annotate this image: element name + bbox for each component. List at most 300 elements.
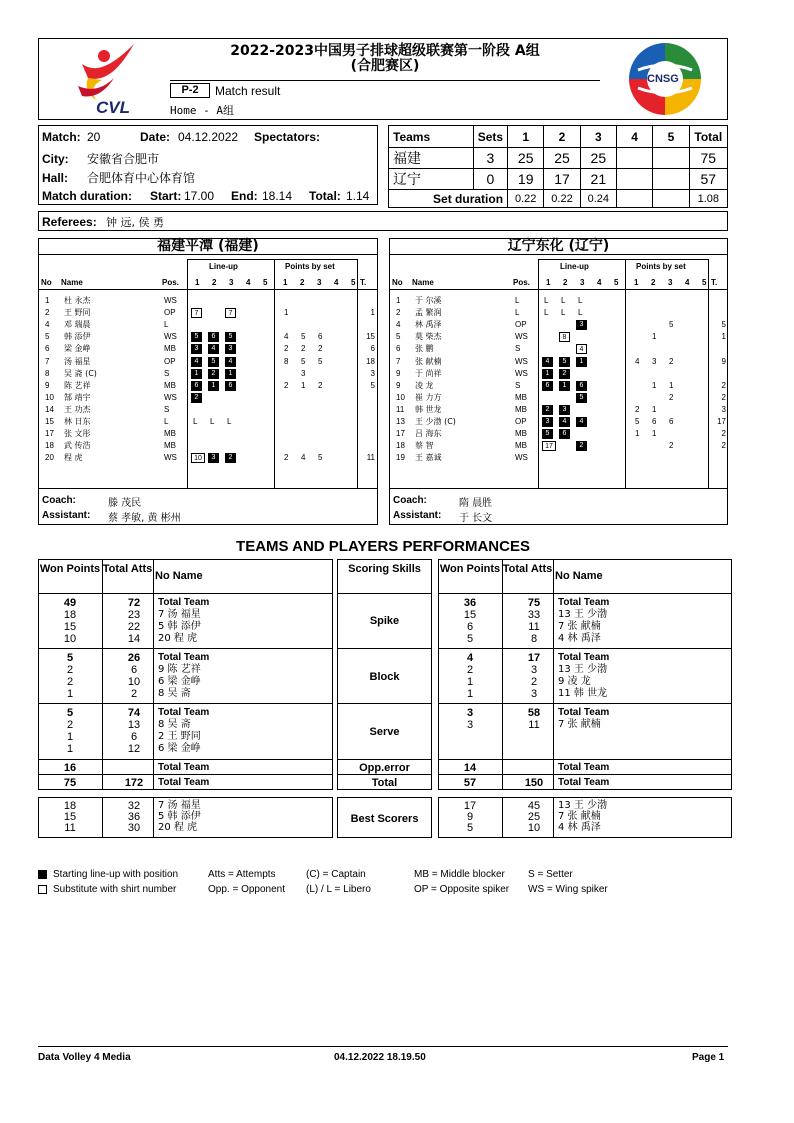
player-name: 王 少渤 (C)	[415, 417, 456, 426]
lineup-position: 2	[576, 441, 587, 451]
lineup-position: 8	[559, 332, 570, 342]
player-name: 于 尚祥	[415, 368, 442, 378]
player-no: 10	[45, 392, 54, 402]
set-points: 3	[652, 356, 657, 366]
set-points: 1	[652, 380, 657, 390]
player-total: 2	[721, 392, 726, 402]
player-pos: MB	[515, 441, 527, 451]
player-name: 林 禹泽	[415, 320, 442, 330]
total-name: Total Team	[158, 777, 210, 788]
won-points: 1	[466, 676, 474, 688]
player-no: 6	[396, 344, 401, 354]
total-atts: 10	[127, 676, 141, 688]
row-rule	[438, 593, 732, 594]
col-total: T.	[360, 278, 367, 287]
lineup-position: 4	[576, 417, 587, 427]
player-name: 武 传浩	[64, 441, 91, 451]
player-name: 5 韩 添伊	[158, 621, 201, 632]
player-pos: WS	[515, 356, 528, 366]
best-won: 15	[63, 811, 77, 823]
legend-s: S = Setter	[528, 869, 573, 880]
lineup-position: 2	[559, 369, 570, 379]
total-won: 57	[463, 777, 477, 789]
lineup-position: 10	[191, 453, 205, 463]
set-points: 2	[669, 392, 674, 402]
lineup-position: 6	[225, 381, 236, 391]
lineup-position: 5	[208, 357, 219, 367]
total-atts: 74	[127, 707, 141, 719]
player-name: 吴 斋 (C)	[64, 368, 97, 378]
date-label: Date:	[140, 130, 171, 144]
legend-libero: (L) / L = Libero	[306, 884, 371, 895]
total-atts: 6	[130, 731, 138, 743]
player-name: 13 王 少渤	[558, 609, 608, 620]
won-points: 36	[463, 597, 477, 609]
player-name: 蔡 智	[415, 441, 434, 451]
set-points: 8	[284, 356, 289, 366]
player-name: 梁 金峥	[64, 344, 91, 354]
legend-starting-square-icon	[38, 870, 47, 879]
won-points: 18	[63, 609, 77, 621]
player-name: 莫 柴杰	[415, 332, 442, 342]
won-points: 3	[466, 707, 474, 719]
best-won: 17	[463, 800, 477, 812]
home-team-name: 福建	[389, 148, 474, 169]
total-name: Total Team	[558, 777, 610, 788]
player-no: 5	[396, 332, 401, 342]
player-pos: MB	[164, 380, 176, 390]
row-rule	[337, 593, 432, 594]
player-no: 7	[45, 356, 50, 366]
best-atts: 10	[527, 822, 541, 834]
lineup-position: 1	[208, 381, 219, 391]
set-duration-label: Set duration	[389, 190, 508, 208]
hdr-set1: 1	[508, 126, 544, 148]
lineup-position: 3	[542, 417, 553, 427]
lineup-position: 2	[208, 369, 219, 379]
player-no: 17	[396, 429, 405, 439]
total-atts: 172	[124, 777, 144, 789]
legend-captain: (C) = Captain	[306, 869, 366, 880]
best-name: 4 林 禹泽	[558, 822, 601, 833]
player-name: 杜 永杰	[64, 296, 91, 305]
player-name: 7 张 献楠	[558, 621, 601, 632]
player-total: 5	[721, 320, 726, 330]
row-rule	[337, 774, 432, 775]
lineup-position: 2	[191, 393, 202, 403]
lineup-col-3: 3	[229, 278, 234, 287]
lineup-position: 6	[208, 332, 219, 342]
assistant-name: 蔡 孝敏, 黄 彬州	[108, 513, 181, 524]
lineup-position: 5	[191, 332, 202, 342]
player-no: 4	[45, 320, 50, 330]
player-pos: OP	[515, 417, 527, 426]
points-header: Points by set	[285, 262, 335, 271]
lineup-position: L	[561, 296, 566, 305]
best-won: 9	[466, 811, 474, 823]
match-date: 04.12.2022	[178, 130, 239, 144]
away-s2: 17	[544, 169, 580, 190]
opp-name: Total Team	[558, 762, 610, 773]
row-rule	[438, 703, 732, 704]
lineup-position: 3	[191, 344, 202, 354]
player-pos: WS	[164, 453, 177, 463]
player-name: 王 野同	[64, 308, 91, 318]
lineup-position: 4	[208, 344, 219, 354]
player-total: 1	[370, 308, 375, 318]
player-name: 崔 力方	[415, 392, 442, 402]
lineup-position: 1	[542, 369, 553, 379]
best-name: 7 汤 福星	[158, 800, 201, 811]
set-points: 4	[301, 453, 306, 463]
set-points: 1	[284, 308, 289, 318]
lineup-position: L	[193, 417, 198, 426]
set-points: 2	[284, 380, 289, 390]
col-rule	[102, 797, 103, 838]
total-atts: 2	[530, 676, 538, 688]
total-atts: 33	[527, 609, 541, 621]
player-pos: OP	[164, 308, 176, 318]
set-points: 2	[301, 344, 306, 354]
player-name: Total Team	[158, 707, 210, 718]
set-points: 2	[635, 404, 640, 414]
player-no: 4	[396, 320, 401, 330]
pts-col-3: 3	[668, 278, 673, 287]
set-points: 1	[652, 332, 657, 342]
won-points: 4	[466, 652, 474, 664]
coach-name: 滕 茂民	[108, 498, 142, 509]
opp-name: Total Team	[158, 762, 210, 773]
pts-col-5: 5	[702, 278, 707, 287]
lineup-position: 3	[559, 405, 570, 415]
lineup-position: 5	[576, 393, 587, 403]
home-s1: 25	[508, 148, 544, 169]
pts-col-4: 4	[334, 278, 339, 287]
best-name: 13 王 少渤	[558, 800, 608, 811]
lineup-position: 6	[559, 429, 570, 439]
col-rule	[502, 797, 503, 838]
set-points: 5	[301, 356, 306, 366]
lineup-position: 4	[576, 344, 587, 354]
hdr-set2: 2	[544, 126, 580, 148]
lineup-position: 5	[542, 429, 553, 439]
player-pos: WS	[515, 368, 528, 378]
won-points: 5	[466, 633, 474, 645]
city-value: 安徽省合肥市	[87, 152, 160, 166]
player-no: 19	[396, 453, 405, 463]
player-total: 2	[721, 441, 726, 451]
page-code: P-2	[170, 83, 210, 98]
player-pos: S	[164, 368, 170, 378]
pts-col-2: 2	[300, 278, 305, 287]
lineup-position: L	[227, 417, 232, 426]
lineup-position: 6	[191, 381, 202, 391]
footer-rule	[38, 1046, 728, 1047]
lineup-position: 3	[576, 320, 587, 330]
player-no: 20	[45, 453, 54, 463]
best-won: 5	[466, 822, 474, 834]
set-points: 5	[301, 332, 306, 342]
row-rule	[438, 774, 732, 775]
player-pos: MB	[164, 429, 176, 439]
player-name: 7 汤 福星	[158, 609, 201, 620]
col-pos: Pos.	[513, 278, 530, 287]
player-total: 3	[721, 404, 726, 414]
lineup-col-5: 5	[263, 278, 268, 287]
player-no: 8	[45, 368, 50, 378]
legend-ws: WS = Wing spiker	[528, 884, 608, 895]
player-name: 吕 海东	[415, 429, 442, 439]
best-name: 5 韩 添伊	[158, 811, 201, 822]
row-rule	[337, 648, 432, 649]
player-no: 7	[396, 356, 401, 366]
player-name: 程 虎	[64, 453, 83, 463]
col-pos: Pos.	[162, 278, 179, 287]
lineup-col-4: 4	[246, 278, 251, 287]
player-pos: WS	[515, 453, 528, 463]
coach-label: Coach:	[393, 495, 427, 506]
home-atts-header: Total Atts	[102, 563, 153, 575]
row-rule	[38, 593, 333, 594]
away-total: 57	[689, 169, 727, 190]
start-value: 17.00	[184, 189, 215, 203]
player-total: 3	[370, 368, 375, 378]
total-atts: 72	[127, 597, 141, 609]
total-atts: 6	[130, 664, 138, 676]
pts-col-1: 1	[634, 278, 639, 287]
player-name: 9 陈 艺祥	[158, 664, 201, 675]
lineup-col-5: 5	[614, 278, 619, 287]
lineup-col-1: 1	[195, 278, 200, 287]
set-points: 6	[669, 417, 674, 426]
total-value: 1.14	[346, 189, 370, 203]
set-points: 6	[652, 417, 657, 426]
player-name: 11 韩 世龙	[558, 688, 608, 699]
player-no: 2	[396, 308, 401, 318]
away-s1: 19	[508, 169, 544, 190]
coach-label: Coach:	[42, 495, 76, 506]
lineup-position: 3	[225, 344, 236, 354]
player-name: 7 张 献楠	[558, 719, 601, 730]
start-label: Start:	[150, 189, 182, 203]
match-number: 20	[87, 130, 101, 144]
player-pos: WS	[515, 332, 528, 342]
set-points: 2	[669, 441, 674, 451]
won-points: 5	[66, 707, 74, 719]
footer-center: 04.12.2022 18.19.50	[334, 1052, 426, 1063]
player-total: 2	[721, 429, 726, 439]
hdr-set4: 4	[616, 126, 652, 148]
hdr-total: Total	[689, 126, 727, 148]
player-name: 8 吴 斋	[158, 688, 191, 699]
lineup-position: 4	[191, 357, 202, 367]
total-atts: 17	[527, 652, 541, 664]
player-name: 林 日东	[64, 417, 91, 426]
end-value: 18.14	[262, 189, 293, 203]
player-name: 8 吴 斋	[158, 719, 191, 730]
legend-mb: MB = Middle blocker	[414, 869, 505, 880]
set-points: 2	[318, 344, 323, 354]
referees-label: Referees:	[42, 215, 97, 229]
hdr-set5: 5	[653, 126, 689, 148]
total-duration: 1.08	[689, 190, 727, 208]
away-team-name: 辽宁	[389, 169, 474, 190]
set-points: 1	[652, 404, 657, 414]
player-name: 于 尔溪	[415, 296, 442, 305]
set-points: 5	[635, 417, 640, 426]
home-total: 75	[689, 148, 727, 169]
total-atts: 3	[530, 688, 538, 700]
lineup-position: 1	[225, 369, 236, 379]
pts-col-4: 4	[685, 278, 690, 287]
player-name: Total Team	[558, 707, 610, 718]
footer-left: Data Volley 4 Media	[38, 1052, 131, 1063]
best-atts: 25	[527, 811, 541, 823]
lineup-position: 1	[576, 357, 587, 367]
player-pos: S	[515, 380, 521, 390]
player-total: 6	[370, 344, 375, 354]
won-points: 1	[66, 731, 74, 743]
legend-sub: Substitute with shirt number	[53, 884, 177, 895]
player-no: 15	[45, 417, 54, 426]
city-label: City:	[42, 152, 69, 166]
lineup-position: 2	[542, 405, 553, 415]
away-sets: 0	[473, 169, 507, 190]
player-total: 9	[721, 356, 726, 366]
row-rule	[438, 759, 732, 760]
player-pos: L	[515, 296, 520, 305]
hall-value: 合肥体育中心体育馆	[87, 171, 196, 185]
player-name: 邓 瑞晨	[64, 320, 91, 330]
player-pos: S	[164, 404, 170, 414]
cnsg-logo-text: CNSG	[647, 73, 679, 85]
player-name: Total Team	[558, 652, 610, 663]
lineup-col-4: 4	[597, 278, 602, 287]
set-points: 2	[669, 356, 674, 366]
player-pos: WS	[164, 392, 177, 402]
total-atts: 11	[528, 719, 540, 731]
player-no: 18	[45, 441, 54, 451]
player-no: 11	[396, 404, 405, 414]
player-pos: MB	[515, 392, 527, 402]
total-won: 75	[63, 777, 77, 789]
lineup-col-2: 2	[563, 278, 568, 287]
away-best-table	[438, 797, 732, 838]
away-atts-header: Total Atts	[502, 563, 553, 575]
opp-won: 14	[463, 762, 477, 774]
pts-col-3: 3	[317, 278, 322, 287]
page-name: Match result	[215, 84, 281, 98]
player-no: 9	[45, 380, 50, 390]
set2-duration: 0.22	[544, 190, 580, 208]
player-name: Total Team	[158, 597, 210, 608]
player-no: 5	[45, 332, 50, 342]
perf-title: TEAMS AND PLAYERS PERFORMANCES	[236, 538, 530, 555]
player-name: 王 嘉诚	[415, 453, 442, 463]
home-s3: 25	[580, 148, 616, 169]
col-rule	[553, 797, 554, 838]
hdr-teams: Teams	[389, 126, 474, 148]
player-pos: MB	[515, 404, 527, 414]
best-name: 7 张 献楠	[558, 811, 601, 822]
player-no: 9	[396, 368, 401, 378]
player-no: 9	[396, 380, 401, 390]
best-atts: 32	[127, 800, 141, 812]
points-header: Points by set	[636, 262, 686, 271]
won-points: 2	[66, 676, 74, 688]
assistant-label: Assistant:	[393, 510, 442, 521]
pts-col-2: 2	[651, 278, 656, 287]
lineup-position: 6	[576, 381, 587, 391]
player-pos: L	[515, 308, 520, 318]
row-rule	[438, 648, 732, 649]
lineup-position: 1	[559, 381, 570, 391]
col-total: T.	[711, 278, 718, 287]
legend-sub-square-icon	[38, 885, 47, 894]
set-points: 5	[318, 453, 323, 463]
match-label: Match:	[42, 130, 81, 144]
set-points: 5	[318, 356, 323, 366]
won-points: 15	[463, 609, 477, 621]
player-name: 王 功杰	[64, 404, 91, 414]
player-total: 1	[721, 332, 726, 342]
set1-duration: 0.22	[508, 190, 544, 208]
lineup-position: L	[578, 296, 583, 305]
hdr-sets: Sets	[473, 126, 507, 148]
total-atts: 58	[527, 707, 541, 719]
won-points: 2	[66, 719, 74, 731]
player-total: 15	[366, 332, 375, 342]
set-points: 1	[652, 429, 657, 439]
player-no: 10	[396, 392, 405, 402]
player-total: 11	[366, 453, 375, 463]
skills-header: Scoring Skills	[348, 563, 421, 575]
player-name: 郜 靖宇	[64, 392, 91, 402]
player-no: 18	[396, 441, 405, 451]
total-atts: 23	[127, 609, 141, 621]
player-name: 6 梁 金峥	[158, 676, 201, 687]
won-points: 1	[66, 688, 74, 700]
cvl-logo-text: CVL	[96, 98, 130, 117]
header-sub: Home - A组	[170, 104, 234, 117]
event-subtitle: (合肥赛区)	[350, 58, 420, 74]
lineup-position: L	[210, 417, 215, 426]
won-points: 2	[66, 664, 74, 676]
total-atts: 8	[530, 633, 538, 645]
player-pos: S	[515, 344, 521, 354]
player-name: 6 梁 金峥	[158, 743, 201, 754]
player-no: 17	[45, 429, 54, 439]
player-no: 1	[396, 296, 401, 305]
referees-names: 钟 远, 侯 勇	[106, 216, 164, 229]
col-no: No	[392, 278, 403, 287]
row-rule	[38, 648, 333, 649]
total-atts: 26	[127, 652, 141, 664]
total-atts: 2	[130, 688, 138, 700]
player-name: 韩 世龙	[415, 404, 442, 414]
row-rule	[337, 703, 432, 704]
assistant-label: Assistant:	[42, 510, 91, 521]
player-name: Total Team	[558, 597, 610, 608]
lineup-position: 4	[542, 357, 553, 367]
pts-col-5: 5	[351, 278, 356, 287]
player-no: 13	[396, 417, 405, 426]
event-title: 2022-2023中国男子排球超级联赛第一阶段 A组	[230, 43, 540, 59]
col-no: No	[41, 278, 52, 287]
lineup-position: 2	[225, 453, 236, 463]
home-sets: 3	[473, 148, 507, 169]
won-points: 2	[466, 664, 474, 676]
